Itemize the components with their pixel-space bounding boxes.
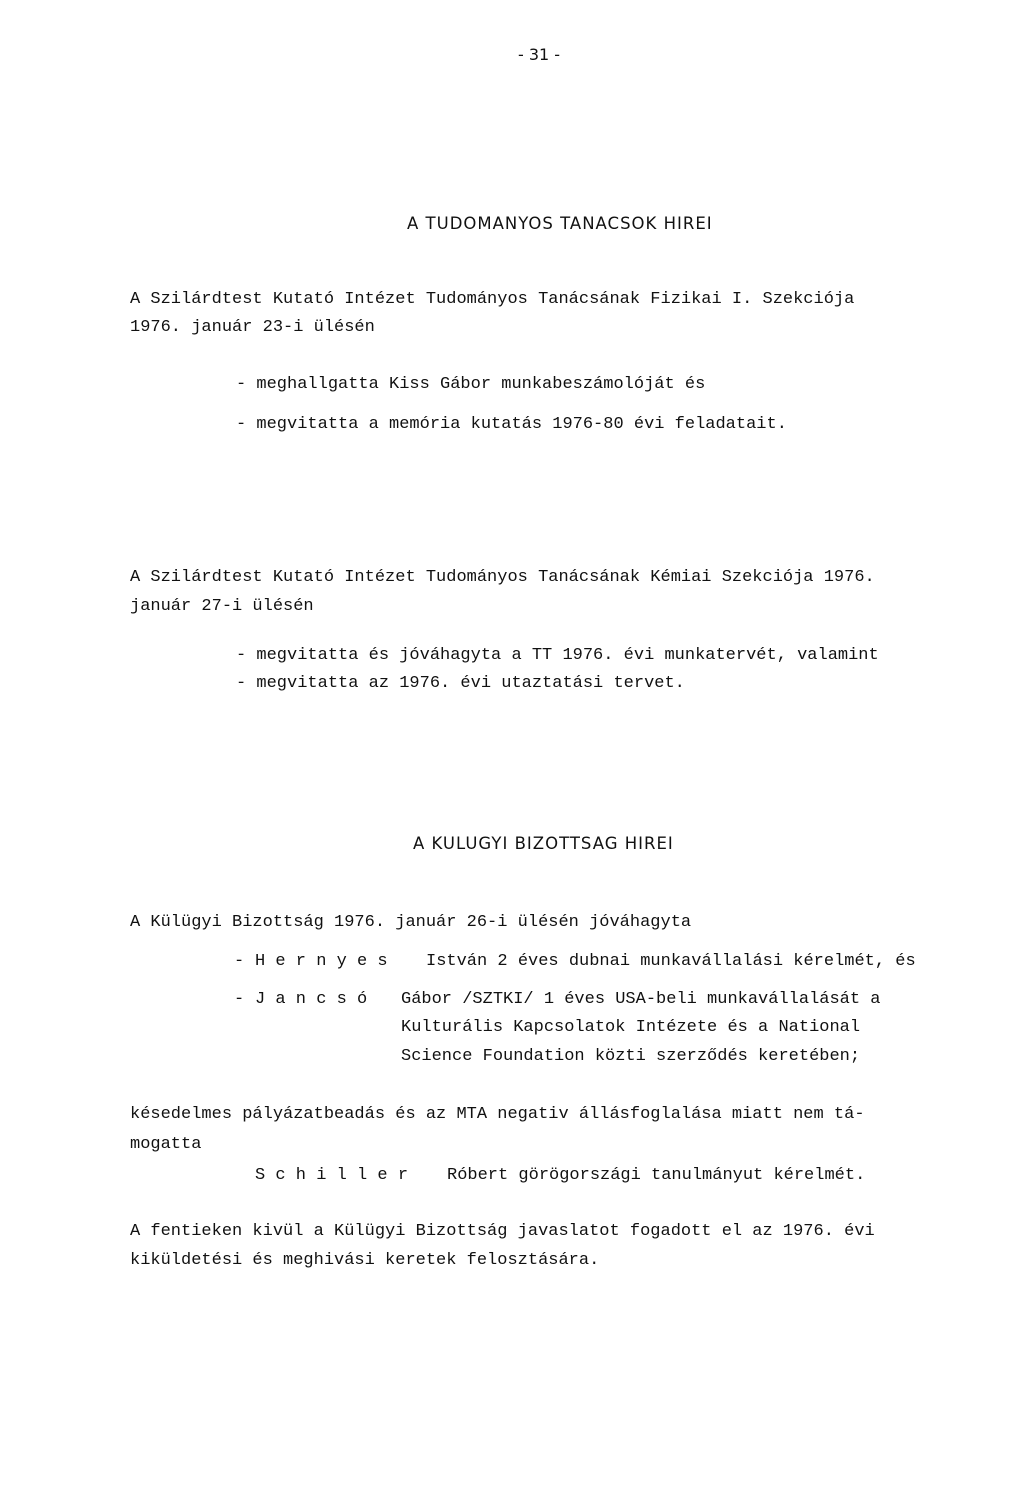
section-heading-councils: A TUDOMANYOS TANACSOK HIREI (407, 214, 713, 233)
paragraph-line: kiküldetési és meghivási keretek felosztására. (130, 1251, 600, 1270)
list-item-continuation: Kulturális Kapcsolatok Intézete és a National (401, 1018, 861, 1037)
paragraph-line: A fentieken kivül a Külügyi Bizottság javaslatot fogadott el az 1976. évi (130, 1222, 875, 1241)
spaced-name: H e r n y e s (255, 952, 388, 971)
list-item: Gábor /SZTKI/ 1 éves USA-beli munkavállalását a (401, 990, 881, 1009)
list-item-dash: - (234, 990, 245, 1009)
section-heading-foreign-affairs: A KULUGYI BIZOTTSAG HIREI (413, 834, 674, 853)
paragraph-line: január 27-i ülésén (130, 597, 314, 616)
paragraph-line: 1976. január 23-i ülésén (130, 318, 375, 337)
spaced-name: S c h i l l e r (255, 1166, 409, 1185)
refused-request: Róbert görögországi tanulmányut kérelmét. (447, 1166, 866, 1185)
spaced-name: J a n c s ó (255, 990, 368, 1009)
list-item: - megvitatta és jóváhagyta a TT 1976. évi munkatervét, valamint (236, 646, 879, 665)
paragraph-line: mogatta (130, 1135, 202, 1154)
paragraph-line: A Külügyi Bizottság 1976. január 26-i ülésén jóváhagyta (130, 913, 692, 932)
paragraph-line: A Szilárdtest Kutató Intézet Tudományos Tanácsának Kémiai Szekciója 1976. (130, 568, 875, 587)
page-number: - 31 - (518, 45, 561, 64)
list-item: - megvitatta az 1976. évi utaztatási tervet. (236, 674, 685, 693)
paragraph-line: A Szilárdtest Kutató Intézet Tudományos Tanácsának Fizikai I. Szekciója (130, 290, 855, 309)
list-item-continuation: Science Foundation közti szerződés keretében; (401, 1047, 861, 1066)
list-item-dash: - (234, 952, 245, 971)
paragraph-line: késedelmes pályázatbeadás és az MTA negativ állásfoglalása miatt nem tá- (130, 1105, 865, 1124)
list-item: István 2 éves dubnai munkavállalási kérelmét, és (426, 952, 916, 971)
list-item: - megvitatta a memória kutatás 1976-80 évi feladatait. (236, 415, 787, 434)
list-item: - meghallgatta Kiss Gábor munkabeszámolóját és (236, 375, 706, 394)
